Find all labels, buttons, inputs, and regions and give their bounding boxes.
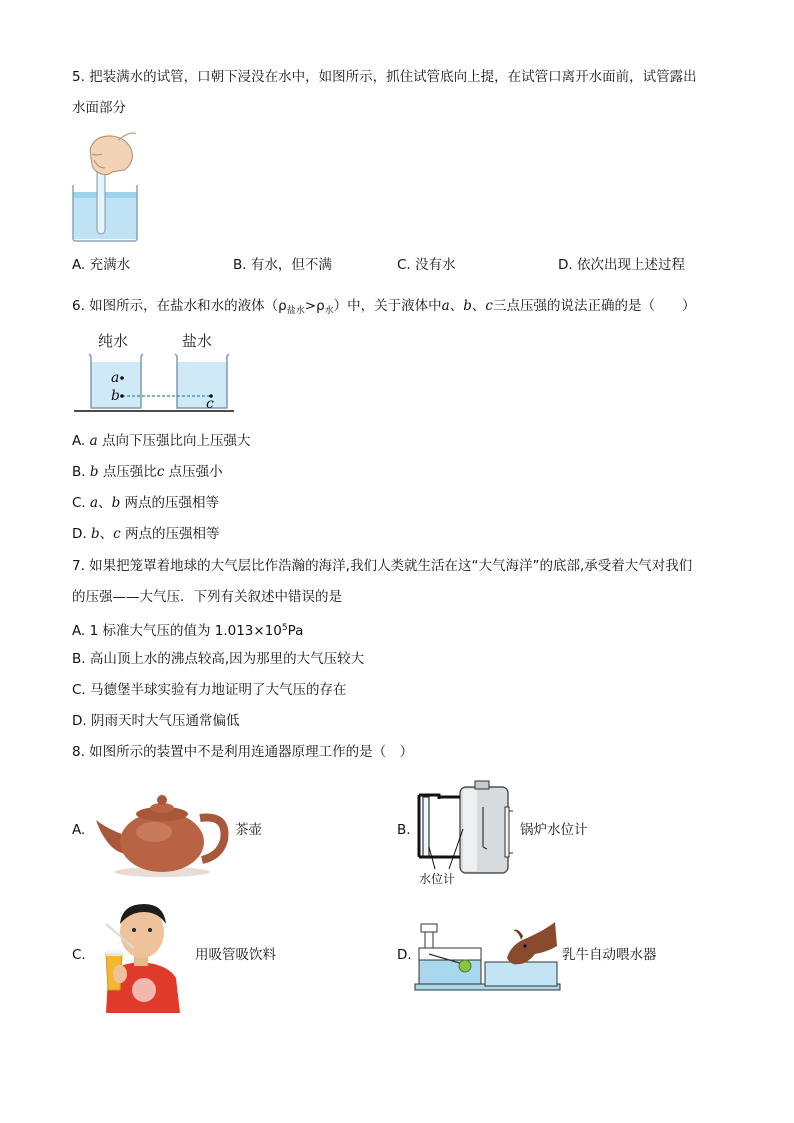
q6-sub-salt: 盐水 <box>286 306 305 316</box>
q5-stem-line1: 5. 把装满水的试管，口朝下浸没在水中，如图所示，抓住试管底向上提，在试管口离开水面前，试管露出 <box>72 69 697 85</box>
q6-option-c <box>72 493 219 513</box>
q6-stem-b: ）中，关于液体中 <box>333 298 442 314</box>
q5-option-b: B. 有水，但不满 <box>233 257 332 273</box>
boiler-gauge-diagram <box>415 777 515 887</box>
q6-opt-a-text: 点向下压强比向上压强大 <box>101 433 251 449</box>
q8-option-c-letter: C. <box>72 947 86 963</box>
q6-gt: >ρ <box>304 298 325 314</box>
q7-opt-a-exp: 5 <box>281 623 288 633</box>
q7-option-d: D. 阴雨天时大气压通常偏低 <box>72 713 240 729</box>
q6-opt-d-var: b <box>90 526 100 542</box>
q8-option-a-letter: A. <box>72 822 86 838</box>
q6-opt-a-prefix: A. <box>72 433 86 449</box>
q7-opt-a-unit: Pa <box>287 623 304 639</box>
q6-var-a: a <box>441 298 450 314</box>
boiler-gauge-caption: 水位计 <box>419 872 456 886</box>
q6-label-pure-water: 纯水 <box>98 332 129 350</box>
q7-option-b: B. 高山顶上水的沸点较高,因为那里的大气压较大 <box>72 651 365 667</box>
q6-opt-d-prefix: D. <box>72 526 87 542</box>
q6-option-d <box>72 524 220 544</box>
q6-stem <box>72 296 695 321</box>
q6-option-b <box>72 462 223 482</box>
q6-opt-b-text: 点压强小 <box>168 464 223 480</box>
teapot-image <box>92 780 232 880</box>
q6-opt-b-mid: 点压强比 <box>102 464 157 480</box>
q5-stem-line2: 水面部分 <box>72 100 126 116</box>
q6-opt-b-prefix: B. <box>72 464 86 480</box>
q6-label-salt-water: 盐水 <box>182 332 213 350</box>
q6-point-c: c <box>206 396 214 412</box>
q6-opt-b-var2: c <box>156 464 165 480</box>
q6-opt-d-text: 两点的压强相等 <box>125 526 220 542</box>
q5-option-c: C. 没有水 <box>397 257 456 273</box>
q6-point-b: b <box>111 388 120 404</box>
q6-opt-c-prefix: C. <box>72 495 86 511</box>
q6-sep2: 、 <box>471 298 486 314</box>
q8-option-d-letter: D. <box>397 947 412 963</box>
q8-option-a-label: 茶壶 <box>235 822 262 838</box>
q6-opt-a-var: a <box>89 433 98 449</box>
q5-option-a: A. 充满水 <box>72 257 131 273</box>
q8-option-b-label: 锅炉水位计 <box>520 822 588 838</box>
q6-opt-c-text: 两点的压强相等 <box>124 495 220 511</box>
q6-opt-b-var: b <box>89 464 99 480</box>
q6-beakers-figure <box>74 328 239 416</box>
child-straw-image <box>100 898 185 1013</box>
q5-test-tube-figure <box>72 130 142 245</box>
q6-sub-water: 水 <box>324 306 334 316</box>
q8-option-d-label: 乳牛自动喂水器 <box>562 947 657 963</box>
q6-var-b: b <box>463 298 472 314</box>
q6-sep1: 、 <box>449 298 464 314</box>
q6-opt-c-sep: 、 <box>98 495 112 511</box>
q6-opt-c-var: a <box>90 495 99 511</box>
q6-var-c: c <box>485 298 493 314</box>
q7-option-c: C. 马德堡半球实验有力地证明了大气压的存在 <box>72 682 347 698</box>
q6-point-a: a <box>111 370 120 386</box>
q7-option-a <box>72 618 303 641</box>
q5-option-d: D. 依次出现上述过程 <box>558 257 685 273</box>
q6-option-a <box>72 431 250 451</box>
q8-option-c-label: 用吸管吸饮料 <box>195 947 276 963</box>
q6-stem-a: 6. 如图所示，在盐水和水的液体（ρ <box>72 298 287 314</box>
q7-stem-line1: 7. 如果把笼罩着地球的大气层比作浩瀚的海洋,我们人类就生活在这“大气海洋”的底部,承受着大气对我们 <box>72 558 693 574</box>
q8-option-b-letter: B. <box>397 822 411 838</box>
q6-opt-d-var2: c <box>113 526 121 542</box>
q6-opt-d-sep: 、 <box>99 526 114 542</box>
q7-opt-a-pre: A. 1 标准大气压的值为 1.013×10 <box>72 623 282 639</box>
q6-opt-c-var2: b <box>111 495 121 511</box>
q8-stem: 8. 如图所示的装置中不是利用连通器原理工作的是（ ） <box>72 744 414 760</box>
q7-stem-line2: 的压强——大气压．下列有关叙述中错误的是 <box>72 589 342 605</box>
cattle-feeder-diagram <box>415 918 560 993</box>
q6-stem-c: 三点压强的说法正确的是（ ） <box>492 298 696 314</box>
